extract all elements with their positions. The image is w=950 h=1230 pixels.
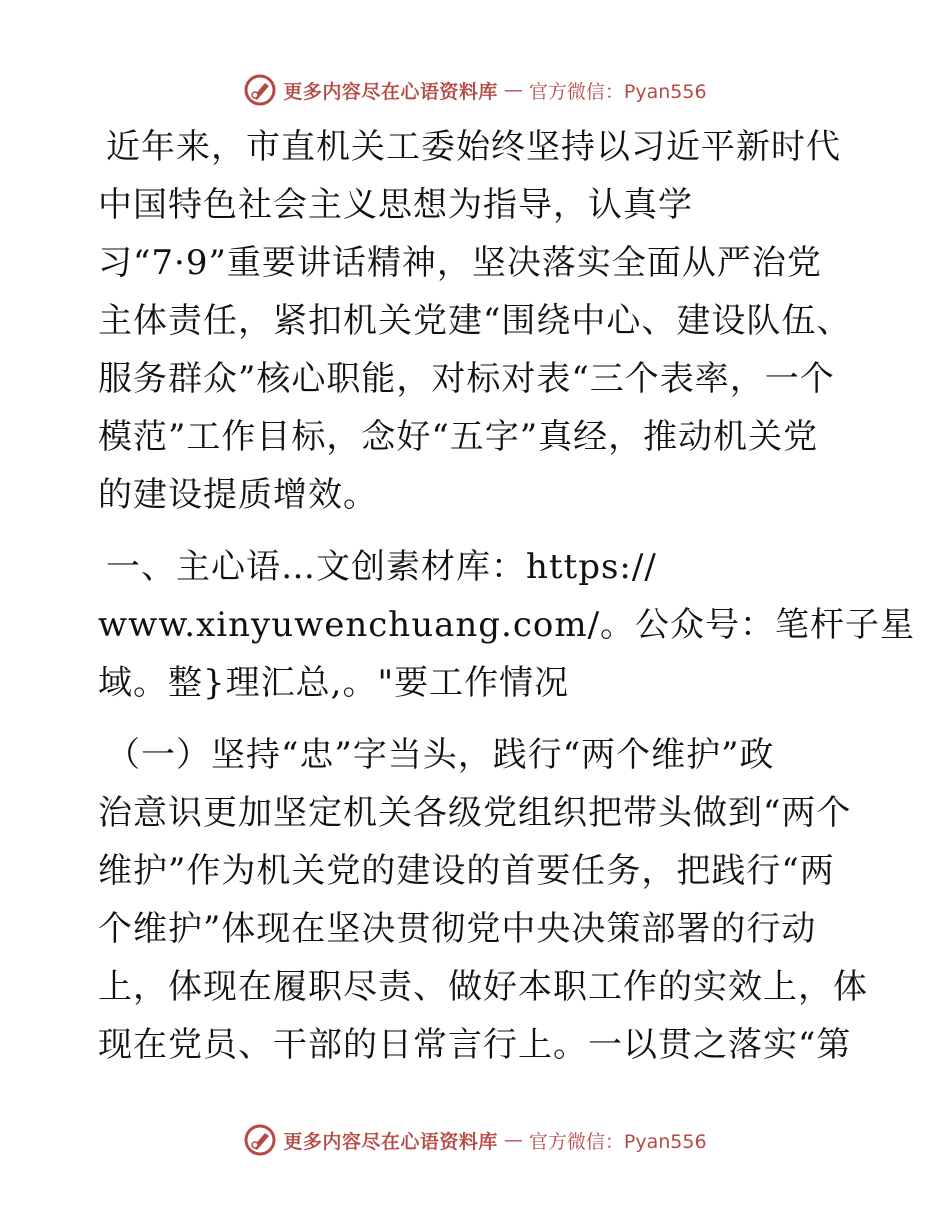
watermark-contact: 官方微信：Pyan556 <box>528 80 707 103</box>
fountain-pen-seal-icon <box>243 1123 277 1157</box>
watermark-separator: — <box>503 79 523 101</box>
paragraph-intro <box>98 118 858 524</box>
text-line: 一、主心语…文创素材库：https:// <box>106 547 657 587</box>
text-line: 治意识更加坚定机关各级党组织把带头做到“两个 <box>98 793 852 833</box>
text-line: 的建设提质增效。 <box>98 475 378 515</box>
paragraph-loyalty <box>98 726 868 1074</box>
text-line: 中国特色社会主义思想为指导，认真学 <box>98 185 693 225</box>
watermark-separator: — <box>503 1129 523 1151</box>
text-line: 服务群众”核心职能，对标对表“三个表率，一个 <box>98 359 835 399</box>
text-line: www.xinyuwenchuang.com/。公众号：笔杆子星 <box>98 605 916 645</box>
watermark-brand: 更多内容尽在心语资料库 <box>283 80 498 103</box>
watermark-contact: 官方微信：Pyan556 <box>528 1130 707 1153</box>
text-line: 域。整}理汇总,。"要工作情况 <box>98 663 570 703</box>
header-watermark <box>0 70 950 110</box>
document-body <box>98 118 916 1074</box>
text-line: 模范”工作目标，念好“五字”真经，推动机关党 <box>98 417 819 457</box>
text-line: 现在党员、干部的日常言行上。一以贯之落实“第 <box>98 1025 852 1065</box>
text-line: 上，体现在履职尽责、做好本职工作的实效上，体 <box>98 967 868 1007</box>
text-line: 习“7·9”重要讲话精神，坚决落实全面从严治党 <box>98 243 822 283</box>
text-line: 维护”作为机关党的建设的首要任务，把践行“两 <box>98 851 835 891</box>
paragraph-section-heading <box>98 538 916 712</box>
watermark-brand: 更多内容尽在心语资料库 <box>283 1130 498 1153</box>
text-line: （一）坚持“忠”字当头，践行“两个维护”政 <box>106 735 775 775</box>
footer-watermark <box>0 1120 950 1160</box>
text-line: 主体责任，紧扣机关党建“围绕中心、建设队伍、 <box>98 301 852 341</box>
text-line: 近年来，市直机关工委始终坚持以习近平新时代 <box>106 127 841 167</box>
text-line: 个维护”体现在坚决贯彻党中央决策部署的行动 <box>98 909 817 949</box>
fountain-pen-seal-icon <box>243 73 277 107</box>
